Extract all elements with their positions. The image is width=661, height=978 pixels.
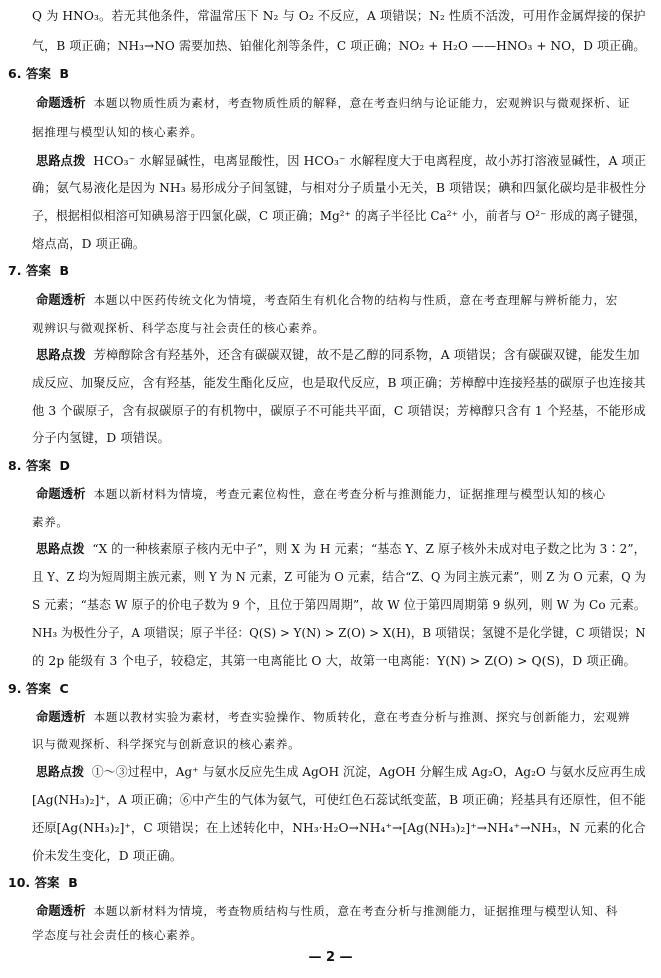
answer-label: 答案 [34,875,60,890]
hint-text: 芳樟醇除含有羟基外，还含有碳碳双键，故不是乙醇的同系物，A 项错误；含有碳碳双键，能发生加 [93,348,640,362]
analysis-text: 本题以新材料为情境，考查元素位构性，意在考查分析与推测能力，证据推理与模型认知的核心 [93,487,606,501]
analysis-line [36,486,646,502]
hint-line: 还原[Ag(NH₃)₂]⁺，C 项错误；在上述转化中，NH₃·H₂O→NH₄⁺→[Ag(NH₃)₂]⁺→NH₄⁺→NH₃，N 元素的化合 [32,821,646,835]
intro-line: Q 为 HNO₃。若无其他条件，常温常压下 N₂ 与 O₂ 不反应，A 项错误；N₂ 性质不活泼，可用作金属焊接的保护 [32,9,646,23]
answer-value: C [59,681,69,696]
analysis-line [36,709,646,725]
hint-line: 他 3 个碳原子，含有叔碳原子的有机物中，碳原子不可能共平面，C 项错误；芳樟醇只含有 1 个羟基，不能形成 [32,404,646,418]
answer-value: B [68,875,78,890]
hint-label: 思路点拨 [36,542,85,556]
answer-label: 答案 [25,458,51,473]
hint-line [36,347,646,363]
answer-label: 答案 [25,681,51,696]
analysis-line [32,320,646,336]
hint-line: 的 2p 能级有 3 个电子，较稳定，其第一电离能比 O 大，故第一电离能：Y(N) > Z(O) > Q(S)，D 项正确。 [32,654,636,668]
analysis-label: 命题透析 [36,710,86,724]
hint-line [36,764,646,780]
answer-heading [8,875,78,891]
analysis-label: 命题透析 [36,96,86,110]
intro-line: 气，B 项正确；NH₃→NO 需要加热、铂催化剂等条件，C 项正确；NO₂ + H₂O ——HNO₃ + NO，D 项正确。 [32,39,646,53]
hint-line: 熔点高，D 项正确。 [32,237,146,251]
analysis-label: 命题透析 [36,904,86,918]
hint-label: 思路点拨 [36,765,85,779]
analysis-text: 本题以物质性质为素材，考查物质性质的解释，意在考查归纳与论证能力，宏观辨识与微观探析、证 [93,96,631,110]
analysis-text: 识与微观探析、科学探究与创新意识的核心素养。 [32,737,301,751]
answer-value: D [59,458,70,473]
analysis-text: 学态度与社会责任的核心素养。 [32,928,203,942]
analysis-text: 本题以教材实验为素材，考查实验操作、物质转化，意在考查分析与推测、探究与创新能力，宏观辨 [93,710,631,724]
answer-heading [8,458,70,474]
hint-text: “X 的一种核素原子核内无中子”，则 X 为 H 元素；“基态 Y、Z 原子核外未成对电子数之比为 3∶2”， [92,542,646,556]
hint-label: 思路点拨 [36,154,86,168]
answer-heading [8,66,69,82]
hint-line: 成反应、加聚反应，含有羟基，能发生酯化反应，也是取代反应，B 项正确；芳樟醇中连接羟基的碳原子也连接其 [32,376,646,390]
answer-label: 答案 [25,263,51,278]
analysis-line [32,736,646,752]
question-number: 7. [8,263,22,278]
hint-line: 确；氨气易液化是因为 NH₃ 易形成分子间氢键，与相对分子质量小无关，B 项错误；碘和四氯化碳均是非极性分 [32,181,647,195]
hint-line: 子，根据相似相溶可知碘易溶于四氯化碳，C 项正确；Mg²⁺ 的离子半径比 Ca²⁺ 小，前者与 O²⁻ 形成的离子键强， [32,209,646,223]
hint-line: [Ag(NH₃)₂]⁺，A 项正确；⑥中产生的气体为氨气，可使红色石蕊试纸变蓝，B 项正确；羟基具有还原性，但不能 [32,793,646,807]
analysis-line [36,903,646,919]
hint-line: NH₃ 为极性分子，A 项错误；原子半径：Q(S) > Y(N) > Z(O) > X(H)，B 项错误；氢键不是化学键，C 项错误；N [32,626,646,640]
hint-label: 思路点拨 [36,348,86,362]
page-number: — 2 — [308,950,353,965]
analysis-label: 命题透析 [36,487,86,501]
analysis-line [36,95,646,111]
hint-line [36,541,646,557]
analysis-label: 命题透析 [36,293,86,307]
hint-line: S 元素；“基态 W 原子的价电子数为 9 个，且位于第四周期”，故 W 位于第四周期第 9 纵列，则 W 为 Co 元素。 [32,598,646,612]
answer-value: B [59,263,70,278]
hint-line: 分子内氢键，D 项错误。 [32,431,170,445]
answer-heading [8,681,69,697]
question-number: 9. [8,681,22,696]
hint-text: ①～③过程中，Ag⁺ 与氨水反应先生成 AgOH 沉淀，AgOH 分解生成 Ag₂O，Ag₂O 与氨水反应再生成 [91,765,646,779]
analysis-line [32,124,646,140]
answer-value: B [59,66,70,81]
analysis-line [36,292,646,308]
analysis-text: 据推理与模型认知的核心素养。 [32,125,203,139]
hint-line: 价未发生变化，D 项正确。 [32,849,183,863]
question-number: 10. [8,875,31,890]
answer-label: 答案 [25,66,51,81]
analysis-text: 素养。 [32,515,69,529]
analysis-text: 观辨识与微观探析、科学态度与社会责任的核心素养。 [32,321,325,335]
analysis-line [32,514,646,530]
analysis-line [32,927,646,943]
hint-line: 且 Y、Z 均为短周期主族元素，则 Y 为 N 元素，Z 可能为 O 元素，结合“Z、Q 为同主族元素”，则 Z 为 O 元素，Q 为 [32,570,646,584]
analysis-text: 本题以中医药传统文化为情境，考查陌生有机化合物的结构与性质，意在考查理解与辨析能力，宏 [93,293,618,307]
question-number: 8. [8,458,22,473]
analysis-text: 本题以新材料为情境，考查物质结构与性质，意在考查分析与推测能力，证据推理与模型认知、科 [93,904,618,918]
answer-heading [8,263,69,279]
question-number: 6. [8,66,22,81]
hint-line [36,153,647,169]
hint-text: HCO₃⁻ 水解显碱性，电离显酸性，因 HCO₃⁻ 水解程度大于电离程度，故小苏打溶液显碱性，A 项正 [93,154,647,168]
